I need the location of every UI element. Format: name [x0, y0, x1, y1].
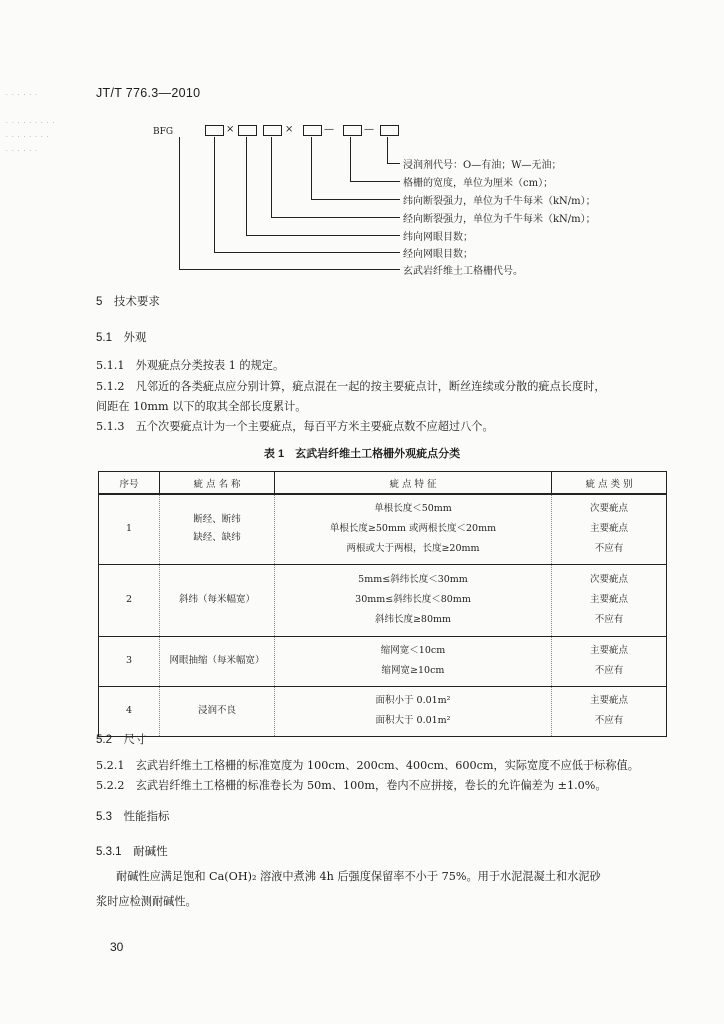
- leader-line: [350, 137, 351, 181]
- leader-line: [214, 252, 400, 253]
- defect-table: [98, 471, 667, 737]
- code-prefix: BFG: [153, 127, 174, 137]
- leader-line: [214, 137, 215, 252]
- column-header: 序号: [99, 472, 160, 495]
- leader-line: [387, 137, 388, 163]
- table-title: 表 1 玄武岩纤维土工格栅外观疵点分类: [263, 448, 461, 460]
- defect-feature: 单根长度＜50mm: [374, 503, 452, 515]
- page-number: 30: [110, 940, 124, 954]
- leader-line: [271, 217, 400, 218]
- defect-feature: 单根长度≥50mm 或两根长度＜20mm: [329, 523, 497, 535]
- leader-line: [271, 137, 272, 217]
- defect-class: 不应有: [594, 665, 624, 676]
- defect-class: 主要疵点: [589, 695, 628, 706]
- legend-text: 经向断裂强力，单位为千牛每米（kN/m）；: [403, 214, 596, 225]
- section-heading: 5.3 性能指标: [96, 811, 170, 823]
- code-separator: —: [324, 124, 334, 135]
- leader-line: [246, 235, 400, 236]
- defect-name: 缺经、缺纬: [193, 532, 241, 544]
- defect-name: 网眼抽缩（每米幅宽）: [169, 655, 265, 666]
- defect-class: 主要疵点: [589, 594, 628, 605]
- row-number: 3: [125, 655, 133, 666]
- defect-class: 不应有: [594, 614, 624, 625]
- section-heading: 5.2 尺寸: [96, 734, 147, 746]
- defect-class: 次要疵点: [589, 574, 628, 585]
- table-row: [99, 494, 667, 564]
- code-separator: ×: [226, 124, 235, 135]
- legend-text: 纬向网眼目数；: [403, 232, 473, 243]
- margin-mark: · · · · · ·: [6, 148, 38, 155]
- paragraph: 耐碱性应满足饱和 Ca(OH)₂ 溶液中煮沸 4h 后强度保留率不小于 75%。用于水泥混凝土和水泥砂: [116, 870, 601, 883]
- leader-line: [311, 137, 312, 199]
- leader-line: [246, 137, 247, 235]
- defect-class: 主要疵点: [589, 645, 628, 656]
- legend-text: 浸润剂代号：O—有油；W—无油；: [403, 160, 562, 171]
- code-box: [205, 125, 224, 136]
- code-separator: —: [364, 124, 374, 135]
- leader-line: [387, 163, 400, 164]
- column-header: 疵 点 类 别: [552, 472, 667, 495]
- defect-feature: 面积小于 0.01m²: [375, 695, 451, 706]
- code-box: [343, 125, 362, 136]
- defect-name: 斜纬（每米幅宽）: [178, 594, 255, 605]
- margin-mark: · · · · · · · ·: [6, 134, 50, 141]
- legend-text: 经向网眼目数；: [403, 249, 473, 260]
- legend-text: 玄武岩纤维土工格栅代号。: [403, 266, 523, 277]
- defect-feature: 缩网宽＜10cm: [380, 645, 446, 656]
- leader-line: [311, 199, 400, 200]
- table-row: [99, 636, 667, 686]
- row-number: 4: [125, 705, 133, 716]
- column-header: 疵 点 名 称: [160, 472, 275, 495]
- paragraph: 5.1.1 外观疵点分类按表 1 的规定。: [96, 359, 285, 372]
- defect-class: 次要疵点: [589, 503, 628, 515]
- column-header: 疵 点 特 征: [275, 472, 552, 495]
- code-separator: ×: [285, 124, 294, 135]
- code-box: [303, 125, 322, 136]
- code-box: [263, 125, 282, 136]
- paragraph: 浆时应检测耐碱性。: [96, 895, 197, 908]
- section-heading: 5.3.1 耐碱性: [96, 846, 168, 858]
- paragraph: 间距在 10mm 以下的取其全部长度累计。: [96, 400, 307, 413]
- leader-line: [350, 181, 400, 182]
- defect-name: 浸润不良: [197, 705, 236, 716]
- section-heading: 5 技术要求: [96, 296, 160, 308]
- section-heading: 5.1 外观: [96, 332, 147, 344]
- row-number: 1: [125, 523, 133, 535]
- paragraph: 5.2.1 玄武岩纤维土工格栅的标准宽度为 100cm、200cm、400cm、600cm，实际宽度不应低于标称值。: [96, 759, 639, 772]
- leader-line: [179, 269, 400, 270]
- paragraph: 5.2.2 玄武岩纤维土工格栅的标准卷长为 50m、100m，卷内不应拼接，卷长的允许偏差为 ±1.0%。: [96, 779, 607, 792]
- margin-mark: · · · · · · · · ·: [6, 120, 56, 127]
- defect-class: 不应有: [594, 543, 624, 555]
- table-row: [99, 564, 667, 636]
- code-box: [380, 125, 399, 136]
- document-header: JT/T 776.3—2010: [96, 86, 201, 100]
- defect-feature: 5mm≤斜纬长度＜30mm: [358, 574, 468, 585]
- paragraph: 5.1.2 凡邻近的各类疵点应分别计算，疵点混在一起的按主要疵点计，断丝连续或分散的疵点长度时，: [96, 380, 606, 393]
- row-number: 2: [125, 594, 133, 605]
- defect-feature: 两根或大于两根，长度≥20mm: [346, 543, 480, 555]
- defect-feature: 面积大于 0.01m²: [375, 715, 451, 726]
- defect-feature: 30mm≤斜纬长度＜80mm: [355, 594, 471, 605]
- defect-name: 断经、断纬: [193, 514, 241, 526]
- defect-class: 主要疵点: [589, 523, 628, 535]
- defect-class: 不应有: [594, 715, 624, 726]
- table-header-row: [99, 472, 667, 495]
- legend-text: 纬向断裂强力，单位为千牛每米（kN/m）；: [403, 196, 596, 207]
- legend-text: 格栅的宽度，单位为厘米（cm）；: [403, 178, 554, 189]
- defect-feature: 斜纬长度≥80mm: [374, 614, 452, 625]
- leader-line: [179, 137, 180, 269]
- margin-mark: · · · · · ·: [6, 92, 38, 99]
- defect-feature: 缩网宽≥10cm: [381, 665, 445, 676]
- table-row: [99, 686, 667, 736]
- paragraph: 5.1.3 五个次要疵点计为一个主要疵点，每百平方米主要疵点数不应超过八个。: [96, 420, 494, 433]
- code-box: [238, 125, 257, 136]
